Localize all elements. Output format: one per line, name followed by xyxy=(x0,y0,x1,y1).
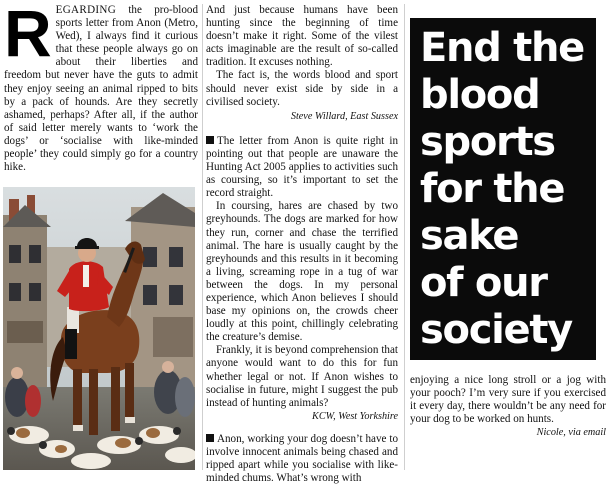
letters-column-middle xyxy=(206,4,398,485)
letter-nicole-p1-cont: enjoying a nice long stroll or a jog with your pooch? I’m very sure if you exercised it every day, there wouldn’t be any need for your dog to be worked on hunts. xyxy=(410,374,606,426)
bullet-square-icon xyxy=(206,434,214,442)
letter-steve-willard xyxy=(4,0,198,174)
hunt-photo-illustration xyxy=(3,187,195,470)
column-divider xyxy=(202,4,203,470)
column-divider xyxy=(404,4,405,470)
drop-cap: R xyxy=(4,0,52,70)
headline-box xyxy=(410,18,596,360)
letter-body-conclusion: The fact is, the words blood and sport should never exist side by side in a civilised society. xyxy=(206,69,398,108)
bullet-square-icon xyxy=(206,136,214,144)
signature-kcw: KCW, West Yorkshire xyxy=(312,410,398,422)
letter-nicole-continued xyxy=(410,374,606,439)
letter-kcw-p1: The letter from Anon is quite right in pointing out that people are unaware the Hunting Act 2005 applies to activities such as coursing, so it’s important to set the record straight. xyxy=(206,134,398,200)
hunt-photo xyxy=(3,187,195,470)
letter-body: the pro-blood sports letter from Anon (Metro, Wed), I always find it curious that these people always go on about their liberties and freedom but never have the guts to admit they enjoy seeing an animal ripped to bits by a pack of hounds. Are they secretly ashamed, perhaps? After all, if the author of said letter merely wants to ‘work the dogs’ or ‘socialise with like-minded people’ they could simply go for a country hike. xyxy=(4,4,198,174)
letter-kcw-p2: In coursing, hares are chased by two greyhounds. The dogs are marked for how they run, corner and chase the terrified animal. The hare is usually caught by the greyhounds and this results in it becoming a living, screaming rope in a tug of war between the dogs. In my personal experience, which Anon believes I should base my opinions on, the crowds cheer loudly at this point, chillingly celebrating the creature’s demise. xyxy=(206,200,398,344)
headline: End the blood sports for the sake of our society xyxy=(420,25,584,353)
letter-lead-word: EGARDING xyxy=(55,4,116,16)
letter-nicole-p1: Anon, working your dog doesn’t have to involve innocent animals being chased and ripped apart while you socialise with like-minded chums. What’s wrong with xyxy=(206,432,398,485)
letter-kcw-p3: Frankly, it is beyond comprehension that anyone would want to do this for fun whether legal or not. If Anon wishes to socialise in future, might I suggest the pub instead of hunting animals? xyxy=(206,344,398,409)
signature-steve-willard: Steve Willard, East Sussex xyxy=(290,110,398,122)
signature-nicole: Nicole, via email xyxy=(536,427,606,439)
letter-body-continued: And just because humans have been hunting since the beginning of time doesn’t make it right. Some of the vilest acts imaginable are the result of so-called tradition. It excuses nothing. xyxy=(206,4,398,69)
